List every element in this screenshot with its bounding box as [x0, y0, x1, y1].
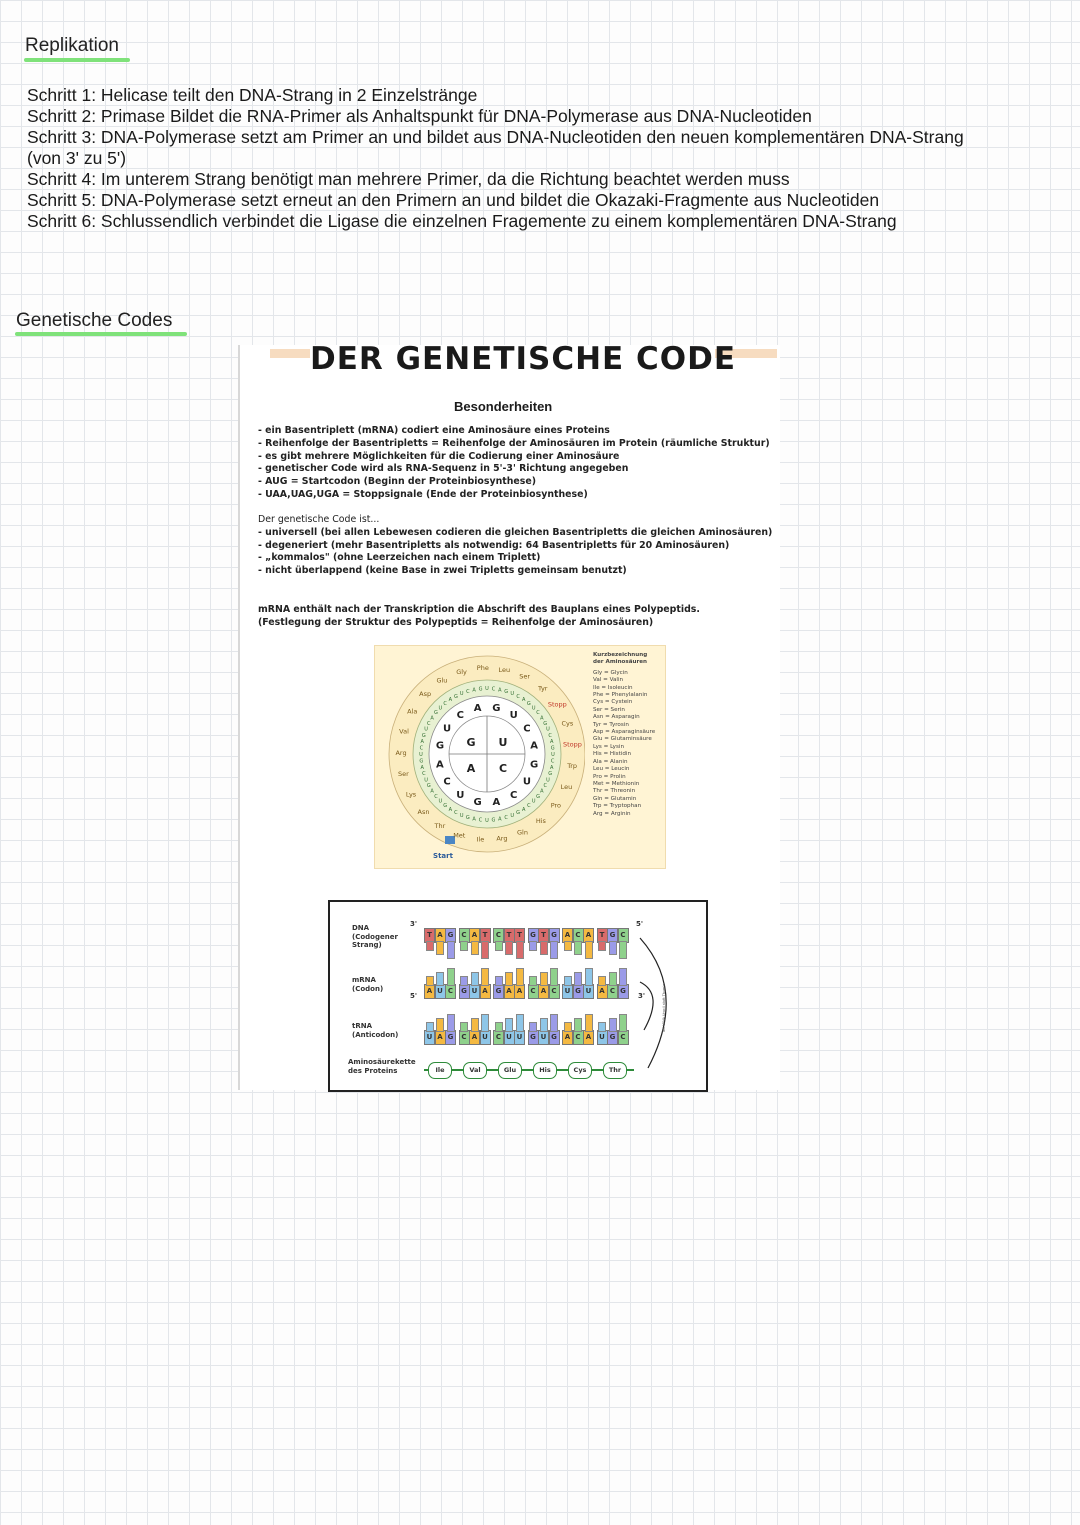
replikation-underline	[24, 58, 130, 62]
ring3-base: A	[430, 715, 434, 722]
mrna-line-2: (Festlegung der Struktur des Polypeptids = Reihenfolge der Aminosäuren)	[258, 616, 654, 628]
amino-label-leu: Leu	[498, 665, 511, 674]
ring3-base: A	[550, 739, 554, 746]
ring2-base: C	[456, 710, 465, 722]
mrna-line-1: mRNA enthält nach der Transkription die Abschrift des Bauplans eines Polypeptids.	[258, 604, 700, 615]
ring2-base: C	[509, 789, 518, 801]
nucleotide-G: G	[618, 984, 629, 999]
nucleotide-U: U	[583, 984, 594, 999]
nucleotide-A: A	[504, 984, 515, 999]
ring3-base: A	[472, 687, 476, 694]
nucleotide-stem	[540, 1018, 548, 1032]
ring3-base: A	[430, 788, 434, 795]
ring3-base: U	[424, 777, 428, 784]
nucleotide-U: U	[435, 984, 446, 999]
nucleotide-stem	[574, 941, 582, 955]
nucleotide-stem	[585, 941, 593, 959]
code-ist-4: - nicht überlappend (keine Base in zwei Tripletts gemeinsam benutzt)	[258, 565, 627, 577]
besonderheit-5: - AUG = Startcodon (Beginn der Proteinbiosynthese)	[258, 476, 536, 488]
inner-base-C: C	[498, 762, 508, 775]
nucleotide-U: U	[469, 984, 480, 999]
nucleotide-G: G	[549, 1030, 560, 1045]
nucleotide-U: U	[562, 984, 573, 999]
nucleotide-C: C	[573, 928, 584, 943]
nucleotide-stem	[471, 1018, 479, 1032]
nucleotide-T: T	[504, 928, 515, 943]
code-ist-3: - „kommalos" (ohne Leerzeichen nach einem Triplett)	[258, 552, 541, 564]
step-1: Schritt 1: Helicase teilt den DNA-Strang in 2 Einzelstränge	[27, 85, 478, 105]
legend-item: Gly = Glycin	[593, 669, 628, 676]
ring3-base: U	[459, 812, 464, 819]
nucleotide-A: A	[538, 984, 549, 999]
nucleotide-T: T	[538, 928, 549, 943]
mrna-strand	[424, 984, 644, 997]
nucleotide-stem	[471, 941, 479, 955]
legend-items	[593, 670, 655, 818]
nucleotide-stem	[598, 941, 606, 951]
ring3-base: G	[421, 732, 426, 739]
legend-item: Met = Methionin	[593, 780, 640, 787]
nucleotide-G: G	[445, 1030, 456, 1045]
legend-item: Tyr = Tyrosin	[593, 721, 629, 728]
ring3-base: G	[516, 810, 521, 817]
nucleotide-stem	[540, 972, 548, 986]
ring3-base: G	[536, 793, 540, 800]
amino-label-gly: Gly	[456, 667, 467, 676]
nucleotide-G: G	[493, 984, 504, 999]
legend-item: Ser = Serin	[593, 706, 625, 713]
nucleotide-stem	[564, 976, 572, 986]
label-trna: tRNA (Anticodon)	[352, 1022, 399, 1039]
nucleotide-stem	[609, 941, 617, 955]
amino-label-glu: Glu	[436, 676, 448, 685]
nucleotide-C: C	[493, 928, 504, 943]
ring3-base: U	[485, 686, 489, 692]
label-amino: Aminosäurekette des Proteins	[348, 1058, 416, 1075]
amino-label-cys: Cys	[561, 719, 574, 728]
ring3-base: U	[459, 691, 464, 698]
ring3-base: A	[498, 816, 502, 823]
ring3-base: G	[543, 720, 548, 727]
ring2-base: G	[473, 797, 482, 809]
besonderheit-6: - UAA,UAG,UGA = Stoppsignale (Ende der Proteinbiosynthese)	[258, 488, 588, 500]
cycle-arrows	[630, 932, 690, 1072]
mrna-text	[258, 604, 700, 630]
ring3-base: C	[427, 720, 431, 727]
ring3-base: C	[454, 810, 458, 817]
ring3-base: G	[426, 783, 431, 790]
nucleotide-C: C	[607, 984, 618, 999]
amino-label-stopp: Stopp	[547, 700, 567, 709]
nucleotide-stem	[436, 941, 444, 955]
nucleotide-A: A	[562, 928, 573, 943]
amino-acid-cys: Cys	[568, 1062, 592, 1079]
ring2-base: C	[443, 776, 451, 788]
sheet-title: DER GENETISCHE CODE	[310, 341, 736, 377]
code-ist-1: - universell (bei allen Lebewesen codieren die gleichen Basentripletts die gleichen Aminosäuren)	[258, 526, 773, 538]
nucleotide-stem	[529, 976, 537, 986]
nucleotide-stem	[585, 1014, 593, 1032]
ring3-base: U	[438, 705, 443, 712]
nucleotide-G: G	[445, 928, 456, 943]
nucleotide-A: A	[480, 984, 491, 999]
amino-label-arg: Arg	[496, 834, 508, 843]
ring3-base: A	[472, 816, 476, 823]
label-dna: DNA (Codogener Strang)	[352, 924, 398, 949]
mrna-3-end: 3'	[638, 992, 646, 1000]
nucleotide-T: T	[597, 928, 608, 943]
ring3-base: G	[491, 817, 496, 824]
ring3-base: C	[491, 686, 496, 693]
nucleotide-stem	[460, 941, 468, 951]
ring2-base: C	[523, 723, 531, 735]
legend-item: Pro = Prolin	[593, 773, 626, 780]
ring3-base: U	[424, 726, 428, 733]
ring2-base: A	[492, 797, 501, 809]
nucleotide-stem	[460, 1022, 468, 1032]
ring3-base: C	[466, 688, 470, 695]
ring3-base: G	[504, 688, 509, 695]
amino-acid-ile: Ile	[428, 1062, 452, 1079]
legend-item: Val = Valin	[593, 677, 624, 684]
nucleotide-stem	[529, 1022, 537, 1032]
ring3-base: G	[419, 758, 424, 765]
ring3-base: A	[420, 764, 424, 771]
ring3-base: C	[478, 817, 483, 824]
nucleotide-stem	[471, 972, 479, 986]
amino-label-pro: Pro	[550, 801, 562, 810]
ring3-base: A	[540, 788, 544, 795]
amino-label-asp: Asp	[419, 690, 432, 699]
legend-item: Cys = Cystein	[593, 699, 633, 706]
nucleotide-G: G	[528, 1030, 539, 1045]
nucleotide-stem	[609, 972, 617, 986]
ring3-base: U	[546, 777, 550, 784]
nucleotide-stem	[505, 941, 513, 955]
dna-5-end: 5'	[636, 920, 644, 928]
codon-sun-diagram	[374, 645, 666, 869]
dna-strand	[424, 928, 644, 958]
ring3-base: C	[419, 745, 424, 752]
ring2-base: A	[436, 759, 444, 771]
ring3-base: A	[448, 697, 453, 704]
arrow-small	[640, 982, 653, 1030]
nucleotide-stem	[495, 1022, 503, 1032]
nucleotide-stem	[436, 972, 444, 986]
step-6: Schritt 6: Schlussendlich verbindet die Ligase die einzelnen Fragemente zu einem komplementären DNA-Strang	[27, 211, 897, 231]
amino-label-lys: Lys	[405, 790, 417, 799]
nucleotide-A: A	[435, 1030, 446, 1045]
nucleotide-A: A	[597, 984, 608, 999]
ring3-base: U	[546, 726, 550, 733]
nucleotide-stem	[426, 1022, 434, 1032]
ring3-base: G	[453, 693, 458, 700]
nucleotide-stem	[564, 941, 572, 951]
nucleotide-G: G	[459, 984, 470, 999]
nucleotide-T: T	[480, 928, 491, 943]
amino-chain	[424, 1062, 644, 1078]
nucleotide-C: C	[459, 928, 470, 943]
amino-label-phe: Phe	[476, 664, 489, 673]
nucleotide-stem	[550, 1014, 558, 1032]
mrna-5-end: 5'	[410, 992, 418, 1000]
nucleotide-A: A	[469, 1030, 480, 1045]
nucleotide-C: C	[618, 928, 629, 943]
nucleotide-U: U	[538, 1030, 549, 1045]
nucleotide-A: A	[562, 1030, 573, 1045]
nucleotide-stem	[574, 972, 582, 986]
nucleotide-stem	[447, 968, 455, 986]
ring2-base: U	[522, 776, 531, 788]
ring3-base: G	[443, 803, 448, 810]
ring3-base: A	[448, 806, 453, 813]
nucleotide-A: A	[469, 928, 480, 943]
legend-item: Trp = Tryptophan	[593, 803, 642, 810]
ring3-base: C	[543, 783, 547, 790]
nucleotide-stem	[481, 941, 489, 959]
genetische-codes-heading: Genetische Codes	[16, 310, 173, 331]
legend-title: Kurzbezeichnung der Aminosäuren	[593, 652, 648, 666]
nucleotide-stem	[619, 1014, 627, 1032]
amino-acid-thr: Thr	[603, 1062, 627, 1079]
amino-label-ala: Ala	[407, 707, 418, 716]
nucleotide-C: C	[573, 1030, 584, 1045]
nucleotide-U: U	[424, 1030, 435, 1045]
nucleotide-G: G	[607, 1030, 618, 1045]
nucleotide-U: U	[504, 1030, 515, 1045]
ring3-base: A	[550, 764, 554, 771]
nucleotide-C: C	[549, 984, 560, 999]
replikation-steps	[27, 85, 1057, 232]
amino-acid-his: His	[533, 1062, 557, 1079]
amino-label-asn: Asn	[417, 807, 430, 816]
ring2-base: U	[509, 710, 518, 722]
step-3-continued: (von 3' zu 5')	[27, 148, 127, 168]
nucleotide-stem	[529, 941, 537, 951]
legend-item: His = Histidin	[593, 751, 631, 758]
nucleotide-C: C	[493, 1030, 504, 1045]
nucleotide-C: C	[459, 1030, 470, 1045]
nucleotide-stem	[564, 1022, 572, 1032]
ring3-base: U	[551, 752, 555, 758]
ring2-base: U	[456, 789, 465, 801]
ring3-base: A	[420, 739, 424, 746]
legend-item: Ala = Alanin	[593, 758, 628, 765]
ring3-base: C	[550, 758, 555, 765]
nucleotide-A: A	[583, 1030, 594, 1045]
nucleotide-stem	[436, 1018, 444, 1032]
ring3-base: G	[550, 745, 555, 752]
nucleotide-C: C	[445, 984, 456, 999]
ring3-base: U	[419, 752, 423, 758]
code-ist-title: Der genetische Code ist...	[258, 514, 380, 525]
ring3-base: C	[548, 732, 552, 739]
nucleotide-stem	[619, 941, 627, 959]
nucleotide-T: T	[514, 928, 525, 943]
nucleotide-stem	[426, 941, 434, 951]
ring3-base: U	[485, 818, 489, 824]
nucleotide-G: G	[573, 984, 584, 999]
ring2-base: G	[529, 759, 539, 771]
nucleotide-stem	[516, 941, 524, 959]
nucleotide-C: C	[618, 1030, 629, 1045]
nucleotide-stem	[495, 941, 503, 951]
amino-label-val: Val	[399, 727, 409, 736]
ring3-base: G	[465, 815, 470, 822]
amino-acid-val: Val	[463, 1062, 487, 1079]
nucleotide-U: U	[480, 1030, 491, 1045]
nucleotide-stem	[550, 968, 558, 986]
legend-item: Lys = Lysin	[593, 743, 624, 750]
nucleotide-U: U	[597, 1030, 608, 1045]
nucleotide-stem	[540, 941, 548, 955]
ring3-base: G	[478, 686, 483, 693]
ring2-base: U	[443, 723, 452, 735]
amino-acid-glu: Glu	[498, 1062, 522, 1079]
step-2: Schritt 2: Primase Bildet die RNA-Primer als Anhaltspunkt für DNA-Polymerase aus DNA-Nucleotiden	[27, 106, 812, 126]
nucleotide-G: G	[549, 928, 560, 943]
nucleotide-stem	[619, 968, 627, 986]
ring3-base: U	[510, 812, 515, 819]
ring3-base: G	[434, 710, 438, 717]
besonderheit-2: - Reihenfolge der Basentripletts = Reihenfolge der Aminosäuren im Protein (räumliche Struktur)	[258, 437, 770, 449]
genetische-codes-underline	[15, 332, 187, 336]
ring3-base: U	[531, 798, 536, 805]
nucleotide-stem	[426, 976, 434, 986]
nucleotide-stem	[495, 976, 503, 986]
amino-label-ser: Ser	[519, 672, 531, 681]
nucleotide-U: U	[514, 1030, 525, 1045]
nucleotide-stem	[447, 941, 455, 959]
dna-3-end: 3'	[410, 920, 418, 928]
start-label: Start	[433, 852, 453, 860]
inner-base-U: U	[498, 736, 508, 749]
step-5: Schritt 5: DNA-Polymerase setzt erneut an den Primern an und bildet die Okazaki-Fragmente aus Nucleotiden	[27, 190, 880, 210]
amino-label-thr: Thr	[434, 821, 446, 830]
inner-base-A: A	[466, 762, 476, 775]
nucleotide-stem	[574, 1018, 582, 1032]
nucleotide-stem	[516, 968, 524, 986]
ring2-base: G	[492, 702, 501, 714]
nucleotide-A: A	[514, 984, 525, 999]
nucleotide-stem	[609, 1018, 617, 1032]
legend-item: Asp = Asparaginsäure	[593, 729, 656, 736]
nucleotide-stem	[481, 968, 489, 986]
legend-item: Asn = Asparagin	[593, 714, 640, 721]
translation-diagram	[328, 900, 708, 1092]
nucleotide-A: A	[424, 984, 435, 999]
ring3-base: C	[443, 700, 447, 707]
amino-label-ile: Ile	[476, 835, 485, 844]
ring3-base: G	[548, 771, 553, 778]
ring3-base: C	[504, 815, 508, 822]
ring3-base: C	[422, 771, 426, 778]
amino-label-arg: Arg	[395, 748, 407, 757]
amino-label-met: Met	[453, 831, 466, 840]
code-ist-list	[258, 514, 772, 578]
nucleotide-stem	[550, 941, 558, 959]
amino-label-trp: Trp	[567, 761, 578, 770]
trna-strand	[424, 1030, 644, 1043]
ring3-base: C	[516, 693, 520, 700]
nucleotide-T: T	[424, 928, 435, 943]
nucleotide-stem	[505, 1018, 513, 1032]
ring3-base: C	[527, 803, 531, 810]
codon-sun-svg	[375, 646, 585, 868]
nucleotide-A: A	[583, 928, 594, 943]
nucleotide-stem	[505, 972, 513, 986]
ring3-base: U	[531, 705, 536, 712]
ring3-base: U	[510, 691, 515, 698]
legend-item: Gln = Glutamin	[593, 795, 637, 802]
ring3-base: A	[521, 806, 526, 813]
amino-label-ser: Ser	[398, 770, 409, 779]
legend-item: Thr = Threonin	[593, 788, 636, 795]
nucleotide-stem	[585, 968, 593, 986]
ring2-base: G	[435, 740, 445, 752]
amino-label-his: His	[535, 817, 546, 826]
side-note: Bei tRNA Uracil statt Thymin	[662, 983, 666, 1032]
nucleotide-stem	[481, 1014, 489, 1032]
nucleotide-G: G	[528, 928, 539, 943]
ring3-base: A	[521, 697, 526, 704]
nucleotide-C: C	[528, 984, 539, 999]
legend-item: Glu = Glutaminsäure	[593, 736, 652, 743]
ring3-base: G	[526, 700, 531, 707]
ring3-base: C	[434, 793, 438, 800]
inner-base-G: G	[466, 736, 476, 749]
nucleotide-A: A	[435, 928, 446, 943]
besonderheit-1: - ein Basentriplett (mRNA) codiert eine Aminosäure eines Proteins	[258, 425, 610, 436]
besonderheit-4: - genetischer Code wird als RNA-Sequenz in 5'-3' Richtung angegeben	[258, 463, 629, 475]
step-3: Schritt 3: DNA-Polymerase setzt am Primer an und bildet aus DNA-Nucleotiden den neuen komplementären DNA-Strang	[27, 127, 964, 147]
besonderheiten-title: Besonderheiten	[454, 399, 553, 414]
legend-item: Phe = Phenylalanin	[593, 692, 648, 699]
nucleotide-stem	[598, 976, 606, 986]
ring3-base: A	[540, 715, 544, 722]
legend-item: Leu = Leucin	[593, 766, 630, 773]
legend-item: Arg = Arginin	[593, 810, 631, 817]
code-ist-2: - degeneriert (mehr Basentripletts als notwendig: 64 Basentripletts für 20 Aminosäuren)	[258, 539, 730, 551]
ring2-base: A	[473, 702, 482, 714]
ring3-base: U	[438, 798, 443, 805]
legend-item: Ile = Isoleucin	[593, 684, 633, 691]
step-4: Schritt 4: Im unterem Strang benötigt man mehrere Primer, da die Richtung beachtet werden muss	[27, 169, 790, 189]
amino-label-gln: Gln	[517, 828, 528, 837]
nucleotide-stem	[598, 1022, 606, 1032]
replikation-heading: Replikation	[25, 35, 119, 56]
ring2-base: A	[530, 740, 538, 752]
nucleotide-stem	[516, 1014, 524, 1032]
besonderheiten-list	[258, 425, 770, 502]
nucleotide-stem	[447, 1014, 455, 1032]
besonderheit-3: - es gibt mehrere Möglichkeiten für die Codierung einer Aminosäure	[258, 450, 620, 462]
nucleotide-G: G	[607, 928, 618, 943]
amino-label-leu: Leu	[560, 782, 573, 791]
ring3-base: A	[498, 687, 502, 694]
nucleotide-stem	[460, 976, 468, 986]
ring3-base: C	[536, 710, 540, 717]
amino-legend	[593, 652, 655, 818]
title-bar-left	[270, 349, 310, 358]
amino-label-tyr: Tyr	[538, 684, 548, 693]
label-mrna: mRNA (Codon)	[352, 976, 384, 993]
amino-label-stopp: Stopp	[563, 740, 582, 749]
